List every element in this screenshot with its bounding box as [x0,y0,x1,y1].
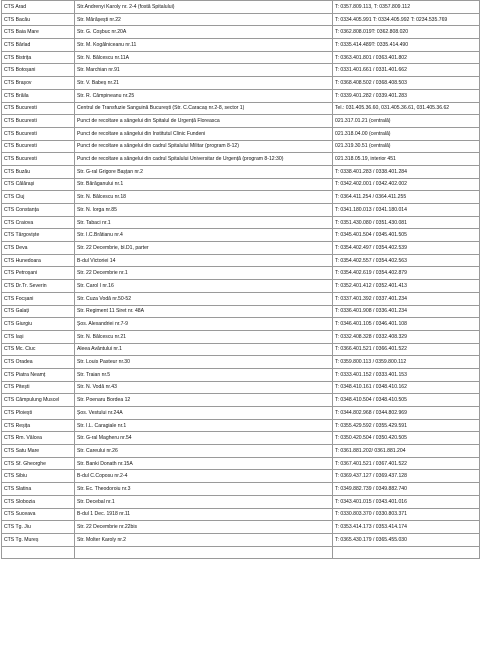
address-cell: Str. Tabaci nr.1 [75,216,333,229]
phone-cell: T: 0333.401.152 / 0333.401.153 [333,368,480,381]
center-name-cell: CTS Buzău [2,165,75,178]
table-row [2,533,480,546]
address-cell: Punct de recoltare a sângelui din cadrul Spitalului Universitar de Urgență (program 8-12:30) [75,153,333,166]
phone-cell: T: 0352.401.412 / 0352.401.413 [333,280,480,293]
address-cell: Centrul de Transfuzie Sanguină București (Str. C.Caracaș nr.2-8, sector 1) [75,102,333,115]
center-name-cell: CTS Constanța [2,204,75,217]
table-row [2,368,480,381]
center-name-cell: CTS Baia Mare [2,26,75,39]
phone-cell: T: 0369.437.127 / 0369.437.128 [333,470,480,483]
center-name-cell: CTS Brăila [2,89,75,102]
table-row [2,457,480,470]
address-cell: Str. Ec. Theodoroiu nr.3 [75,483,333,496]
address-cell: Str. G. Coşbuc nr.20A [75,26,333,39]
phone-cell: T: 0351.430.080 / 0351.430.081 [333,216,480,229]
table-row [2,127,480,140]
table-row [2,407,480,420]
table-row [2,267,480,280]
table-row [2,343,480,356]
center-name-cell: CTS Mc. Ciuc [2,343,75,356]
table-row [2,178,480,191]
address-cell: Str. G-ral Magheru nr.54 [75,432,333,445]
phone-cell: T: 0337.401.392 / 0337.401.234 [333,292,480,305]
address-cell: Șos. Vestului nr.24A [75,407,333,420]
phone-cell: T: 0349.882.739 / 0349.882.740 [333,483,480,496]
table-row [2,495,480,508]
table-row [2,115,480,128]
center-name-cell: CTS Pitești [2,381,75,394]
table-row [2,216,480,229]
center-name-cell: CTS Botoșani [2,64,75,77]
table-row [2,381,480,394]
phone-cell: T: 0344.802.968 / 0344.802.969 [333,407,480,420]
center-name-cell: CTS Iași [2,330,75,343]
center-name-cell: CTS Bârlad [2,39,75,52]
phone-cell: 021.318.04.00 (centrală) [333,127,480,140]
table-row [2,508,480,521]
address-cell: Str. Cuza Vodă nr.50-52 [75,292,333,305]
center-name-cell: CTS Bacău [2,13,75,26]
table-row [2,26,480,39]
table-row [2,280,480,293]
address-cell: Str. 22 Decembrie nr.1 [75,267,333,280]
center-name-cell: CTS Giurgiu [2,318,75,331]
center-name-cell: CTS Satu Mare [2,445,75,458]
center-name-cell: CTS Târgoviște [2,229,75,242]
table-row [2,521,480,534]
table-row [2,445,480,458]
center-name-cell: CTS Bucuresti [2,140,75,153]
phone-cell: T: 0342.402.001 / 0342.402.002 [333,178,480,191]
center-name-cell: CTS Hunedoara [2,254,75,267]
table-row [2,292,480,305]
table-row [2,140,480,153]
table-row [2,13,480,26]
address-cell: Str. N. Vodă nr.43 [75,381,333,394]
center-name-cell: CTS Călărași [2,178,75,191]
phone-cell: T: 0367.401.521 / 0367.401.522 [333,457,480,470]
center-name-cell: CTS Tg. Mureș [2,533,75,546]
address-cell: Str. 22 Decembrie, bl.D1, parter [75,242,333,255]
address-cell: Str. Bărăganului nr.1 [75,178,333,191]
phone-cell: T: 0332.408.328 / 0332.408.329 [333,330,480,343]
table-row [2,204,480,217]
address-cell: Str.Andrenyi Karoly nr. 2-4 (fostă Spitalului) [75,1,333,14]
center-name-cell: CTS Bucuresti [2,102,75,115]
center-name-cell: CTS Suceava [2,508,75,521]
centers-table [1,0,480,559]
phone-cell [333,546,480,559]
phone-cell: T: 0366.401.521 / 0366.401.522 [333,343,480,356]
address-cell: B-dul Victoriei 14 [75,254,333,267]
center-name-cell: CTS Brașov [2,77,75,90]
address-cell: Str. Regiment 11 Siret nr. 48A [75,305,333,318]
centers-table-body [2,1,480,559]
phone-cell: T: 0348.410.161 / 0348.410.162 [333,381,480,394]
table-row [2,39,480,52]
center-name-cell: CTS Cluj [2,191,75,204]
center-name-cell: CTS Bucuresti [2,127,75,140]
address-cell: Str. Poenaru Bordea 12 [75,394,333,407]
phone-cell: T: 0355.429.592 / 0355.429.591 [333,419,480,432]
address-cell: Str. Carol I nr.16 [75,280,333,293]
center-name-cell: CTS Reșița [2,419,75,432]
phone-cell: T: 0354.402.619 / 0354.402.879 [333,267,480,280]
center-name-cell: CTS Bistrița [2,51,75,64]
address-cell: Str. I.L. Caragiale nr.1 [75,419,333,432]
address-cell: Str. 22 Decembrie nr.22bis [75,521,333,534]
phone-cell: 021.318.05.19, interior 451 [333,153,480,166]
center-name-cell: CTS Petroșani [2,267,75,280]
table-row [2,77,480,90]
phone-cell: T: 0341.180.013 / 0341.180.014 [333,204,480,217]
address-cell: Str. Traian nr.5 [75,368,333,381]
address-cell: Str. G-ral Grigore Bașțan nr.2 [75,165,333,178]
table-row [2,51,480,64]
center-name-cell: CTS Craiova [2,216,75,229]
phone-cell: T: 0346.401.105 / 0346.401.108 [333,318,480,331]
phone-cell: T: 0365.430.179 / 0365.455.030 [333,533,480,546]
address-cell: Str. I.C.Brătianu nr.4 [75,229,333,242]
phone-cell: T: 0334.405.991 T: 0334.405.992 T: 0234.535.769 [333,13,480,26]
address-cell: Str. N. Bălcescu nr.18 [75,191,333,204]
table-row [2,318,480,331]
table-row [2,330,480,343]
center-name-cell: CTS Ploiești [2,407,75,420]
phone-cell: T: 0354.402.557 / 0354.402.563 [333,254,480,267]
center-name-cell: CTS Oradea [2,356,75,369]
phone-cell: T: 0343.401.015 / 0343.401.016 [333,495,480,508]
phone-cell: T: 0336.401.908 / 0336.401.234 [333,305,480,318]
address-cell: Punct de recoltare a sângelui din cadrul Spitalului Militar (program 8-12) [75,140,333,153]
table-row [2,254,480,267]
table-row [2,102,480,115]
table-row [2,165,480,178]
table-row [2,64,480,77]
address-cell: Str. Molter Karoly nr.2 [75,533,333,546]
address-cell: Str. Banki Donath nr.15A [75,457,333,470]
address-cell [75,546,333,559]
center-name-cell: CTS Rm. Vâlcea [2,432,75,445]
phone-cell: T: 0359.800.113 / 0359.800.112 [333,356,480,369]
center-name-cell: CTS Sibiu [2,470,75,483]
address-cell: Str. M. Kogălniceanu nr.11 [75,39,333,52]
center-name-cell: CTS Arad [2,1,75,14]
table-row [2,394,480,407]
table-row [2,89,480,102]
center-name-cell: CTS Bucuresti [2,115,75,128]
center-name-cell [2,546,75,559]
center-name-cell: CTS Focșani [2,292,75,305]
phone-cell: T: 0339.401.282 / 0339.401.283 [333,89,480,102]
center-name-cell: CTS Câmpulung Muscel [2,394,75,407]
table-row [2,229,480,242]
phone-cell: T: 0368.408.502 / 0368.408.503 [333,77,480,90]
phone-cell: T: 0330.803.370 / 0330.803.371 [333,508,480,521]
center-name-cell: CTS Slobozia [2,495,75,508]
phone-cell: T: 0362.808.019T: 0362.808.020 [333,26,480,39]
address-cell: Str. Marchian nr.91 [75,64,333,77]
phone-cell: T: 0331.401.661 / 0331.401.662 [333,64,480,77]
phone-cell: 021.319.30.51 (centrală) [333,140,480,153]
address-cell: Str. Decebal nr.1 [75,495,333,508]
phone-cell: T: 0350.420.504 / 0350.420.505 [333,432,480,445]
phone-cell: T: 0338.401.283 / 0338.401.284 [333,165,480,178]
address-cell: Str. Mărășești nr.22 [75,13,333,26]
center-name-cell: CTS Bucuresti [2,153,75,166]
center-name-cell: CTS Slatina [2,483,75,496]
table-row [2,242,480,255]
address-cell: Punct de recoltare a sângelui din Institutul Clinic Fundeni [75,127,333,140]
address-cell: Punct de recoltare a sângelui din Spitalul de Urgență Floreasca [75,115,333,128]
phone-cell: T: 0354.402.497 / 0354.402.539 [333,242,480,255]
table-row [2,356,480,369]
address-cell: B-dul 1 Dec. 1918 nr.11 [75,508,333,521]
phone-cell: 021.317.01.21 (centrală) [333,115,480,128]
phone-cell: T: 0364.411.254 / 0364.411.255 [333,191,480,204]
address-cell: Aleea Avântului nr.1 [75,343,333,356]
address-cell: Str. V. Babeș nr.21 [75,77,333,90]
center-name-cell: CTS Deva [2,242,75,255]
phone-cell: T: 0363.401.801 / 0363.401.802 [333,51,480,64]
phone-cell: T: 0335.414.489T: 0335.414.490 [333,39,480,52]
table-row [2,432,480,445]
table-row [2,546,480,559]
center-name-cell: CTS Sf. Gheorghe [2,457,75,470]
center-name-cell: CTS Dr.Tr. Severin [2,280,75,293]
address-cell: Str. N. Iorga nr.85 [75,204,333,217]
table-row [2,483,480,496]
center-name-cell: CTS Galați [2,305,75,318]
phone-cell: T: 0353.414.173 / 0353.414.174 [333,521,480,534]
phone-cell: T: 0345.401.504 / 0345.401.505 [333,229,480,242]
address-cell: B-dul C.Coposu nr.2-4 [75,470,333,483]
address-cell: Str. N. Bălcescu nr.11A [75,51,333,64]
address-cell: Str. Careului nr.26 [75,445,333,458]
table-row [2,191,480,204]
table-row [2,470,480,483]
center-name-cell: CTS Piatra Neamț [2,368,75,381]
address-cell: Str. R. Câmpineanu nr.25 [75,89,333,102]
phone-cell: T: 0361.881.202/ 0361.881.204 [333,445,480,458]
center-name-cell: CTS Tg. Jiu [2,521,75,534]
table-row [2,1,480,14]
table-row [2,419,480,432]
phone-cell: T: 0348.410.504 / 0348.410.505 [333,394,480,407]
phone-cell: Tel.: 031.405.36.60, 031.405.36.61, 031.405.36.62 [333,102,480,115]
address-cell: Str. N. Bălcescu nr.21 [75,330,333,343]
address-cell: Șos. Alexandriei nr.7-9 [75,318,333,331]
address-cell: Str. Louis Pasteur nr.30 [75,356,333,369]
phone-cell: T: 0357.809.113, T: 0357.809.112 [333,1,480,14]
table-row [2,305,480,318]
table-row [2,153,480,166]
